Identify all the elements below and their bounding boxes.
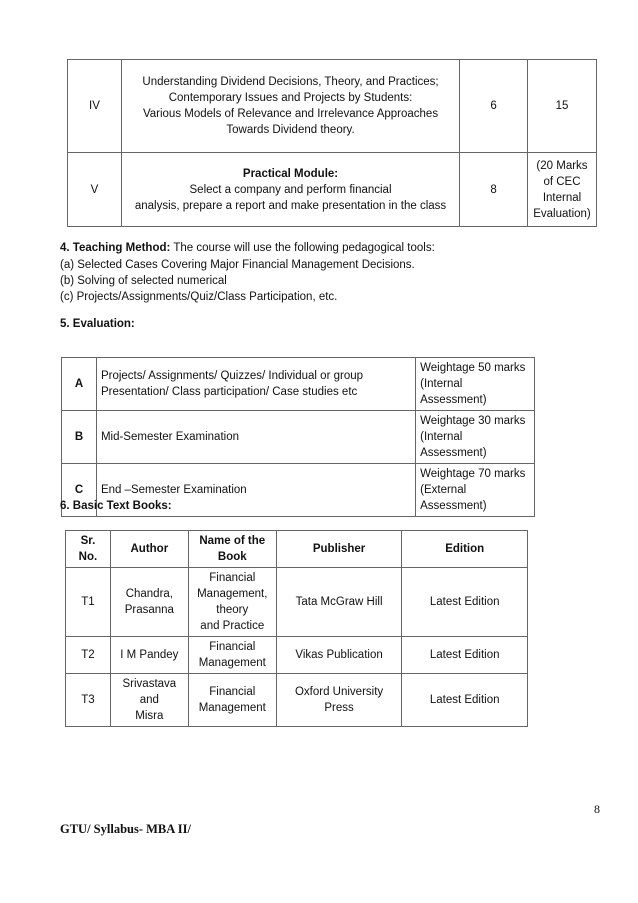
unit-cell: IV [68, 60, 122, 153]
book-row [66, 637, 528, 674]
book-author: I M Pandey [110, 637, 188, 674]
weight-cell: 15 [527, 60, 596, 153]
evaluation-key: A [62, 358, 97, 411]
author-line: Srivastava and [122, 678, 177, 706]
teaching-method-line [60, 240, 435, 256]
book-name [188, 674, 276, 727]
hours-cell: 6 [460, 60, 528, 153]
content-line: Contemporary Issues and Projects by Students: [168, 92, 413, 104]
content-line: Understanding Dividend Decisions, Theory, and Practices; [142, 76, 439, 88]
books-table [65, 530, 528, 727]
name-line: Financial [209, 572, 256, 584]
teaching-item: (a) Selected Cases Covering Major Financial Management Decisions. [60, 259, 415, 271]
hours-cell: 8 [460, 153, 528, 227]
book-author [110, 674, 188, 727]
evaluation-desc [96, 358, 415, 411]
evaluation-desc-line: End –Semester Examination [100, 484, 247, 496]
book-name [188, 568, 276, 637]
unit-content-cell [121, 60, 459, 153]
book-sr: T3 [66, 674, 111, 727]
content-line: Towards Dividend theory. [226, 124, 355, 136]
book-publisher [276, 674, 402, 727]
name-line: Financial [209, 686, 256, 698]
header-line: Sr. [80, 535, 96, 547]
evaluation-desc-line: Projects/ Assignments/ Quizzes/ Individual or group [100, 370, 364, 382]
book-author [110, 568, 188, 637]
evaluation-key: B [62, 411, 97, 464]
evaluation-table [61, 357, 535, 517]
module-table [67, 59, 597, 227]
evaluation-desc [96, 411, 415, 464]
book-edition: Latest Edition [402, 637, 528, 674]
header-author: Author [110, 531, 188, 568]
book-row [66, 674, 528, 727]
book-publisher: Vikas Publication [276, 637, 402, 674]
teaching-item: (c) Projects/Assignments/Quiz/Class Participation, etc. [60, 291, 338, 303]
content-title: Practical Module: [242, 167, 339, 180]
header-sr [66, 531, 111, 568]
author-line: Chandra, [125, 588, 173, 600]
content-line: analysis, prepare a report and make presentation in the class [134, 199, 447, 212]
page-footer: GTU/ Syllabus- MBA II/ [60, 822, 191, 836]
teaching-method-title: 4. Teaching Method: [60, 242, 171, 254]
evaluation-weight-line: (Internal Assessment) [420, 431, 487, 459]
module-row-v [68, 153, 597, 227]
name-line: Management [198, 702, 266, 714]
name-line: Financial [209, 641, 256, 653]
book-name [188, 637, 276, 674]
content-line: Various Models of Relevance and Irrelevance Approaches [142, 108, 439, 120]
weight-line: of CEC [543, 175, 581, 188]
evaluation-weight [416, 358, 535, 411]
header-line: No. [78, 551, 98, 563]
teaching-item: (b) Solving of selected numerical [60, 275, 227, 287]
book-sr: T1 [66, 568, 111, 637]
evaluation-weight-line: Weightage 50 marks [420, 362, 526, 374]
publisher-line: Oxford University [294, 686, 384, 698]
name-line: Management, theory [197, 588, 268, 616]
evaluation-key: C [62, 464, 97, 517]
header-line: Book [217, 551, 247, 563]
teaching-method-intro: The course will use the following pedagogical tools: [170, 242, 435, 254]
name-line: Management [198, 657, 266, 669]
book-edition: Latest Edition [402, 674, 528, 727]
name-line: and Practice [200, 620, 265, 632]
evaluation-weight-line: Weightage 70 marks [420, 468, 526, 480]
unit-cell: V [68, 153, 122, 227]
author-line: Prasanna [124, 604, 174, 616]
module-row-iv [68, 60, 597, 153]
books-title: 6. Basic Text Books: [60, 500, 172, 512]
weight-cell [527, 153, 596, 227]
header-name [188, 531, 276, 568]
evaluation-weight-line: (External Assessment) [420, 484, 487, 512]
evaluation-row [62, 358, 535, 411]
evaluation-title: 5. Evaluation: [60, 318, 135, 330]
content-line: Select a company and perform financial [189, 183, 392, 196]
book-publisher: Tata McGraw Hill [276, 568, 402, 637]
evaluation-desc-line: Presentation/ Class participation/ Case studies etc [100, 386, 358, 398]
header-publisher: Publisher [276, 531, 402, 568]
book-row [66, 568, 528, 637]
weight-line: (20 Marks [536, 159, 588, 172]
evaluation-weight [416, 464, 535, 517]
evaluation-desc-line: Mid-Semester Examination [100, 431, 239, 443]
book-sr: T2 [66, 637, 111, 674]
evaluation-weight-line: Weightage 30 marks [420, 415, 526, 427]
evaluation-weight [416, 411, 535, 464]
header-edition: Edition [402, 531, 528, 568]
page-number: 8 [594, 802, 600, 816]
weight-line: Evaluation) [533, 207, 591, 220]
weight-line: Internal [542, 191, 582, 204]
unit-content-cell [121, 153, 459, 227]
evaluation-weight-line: (Internal Assessment) [420, 378, 487, 406]
publisher-line: Press [324, 702, 354, 714]
books-header-row [66, 531, 528, 568]
header-line: Name of the [199, 535, 266, 547]
evaluation-row [62, 411, 535, 464]
book-edition: Latest Edition [402, 568, 528, 637]
author-line: Misra [135, 710, 164, 722]
